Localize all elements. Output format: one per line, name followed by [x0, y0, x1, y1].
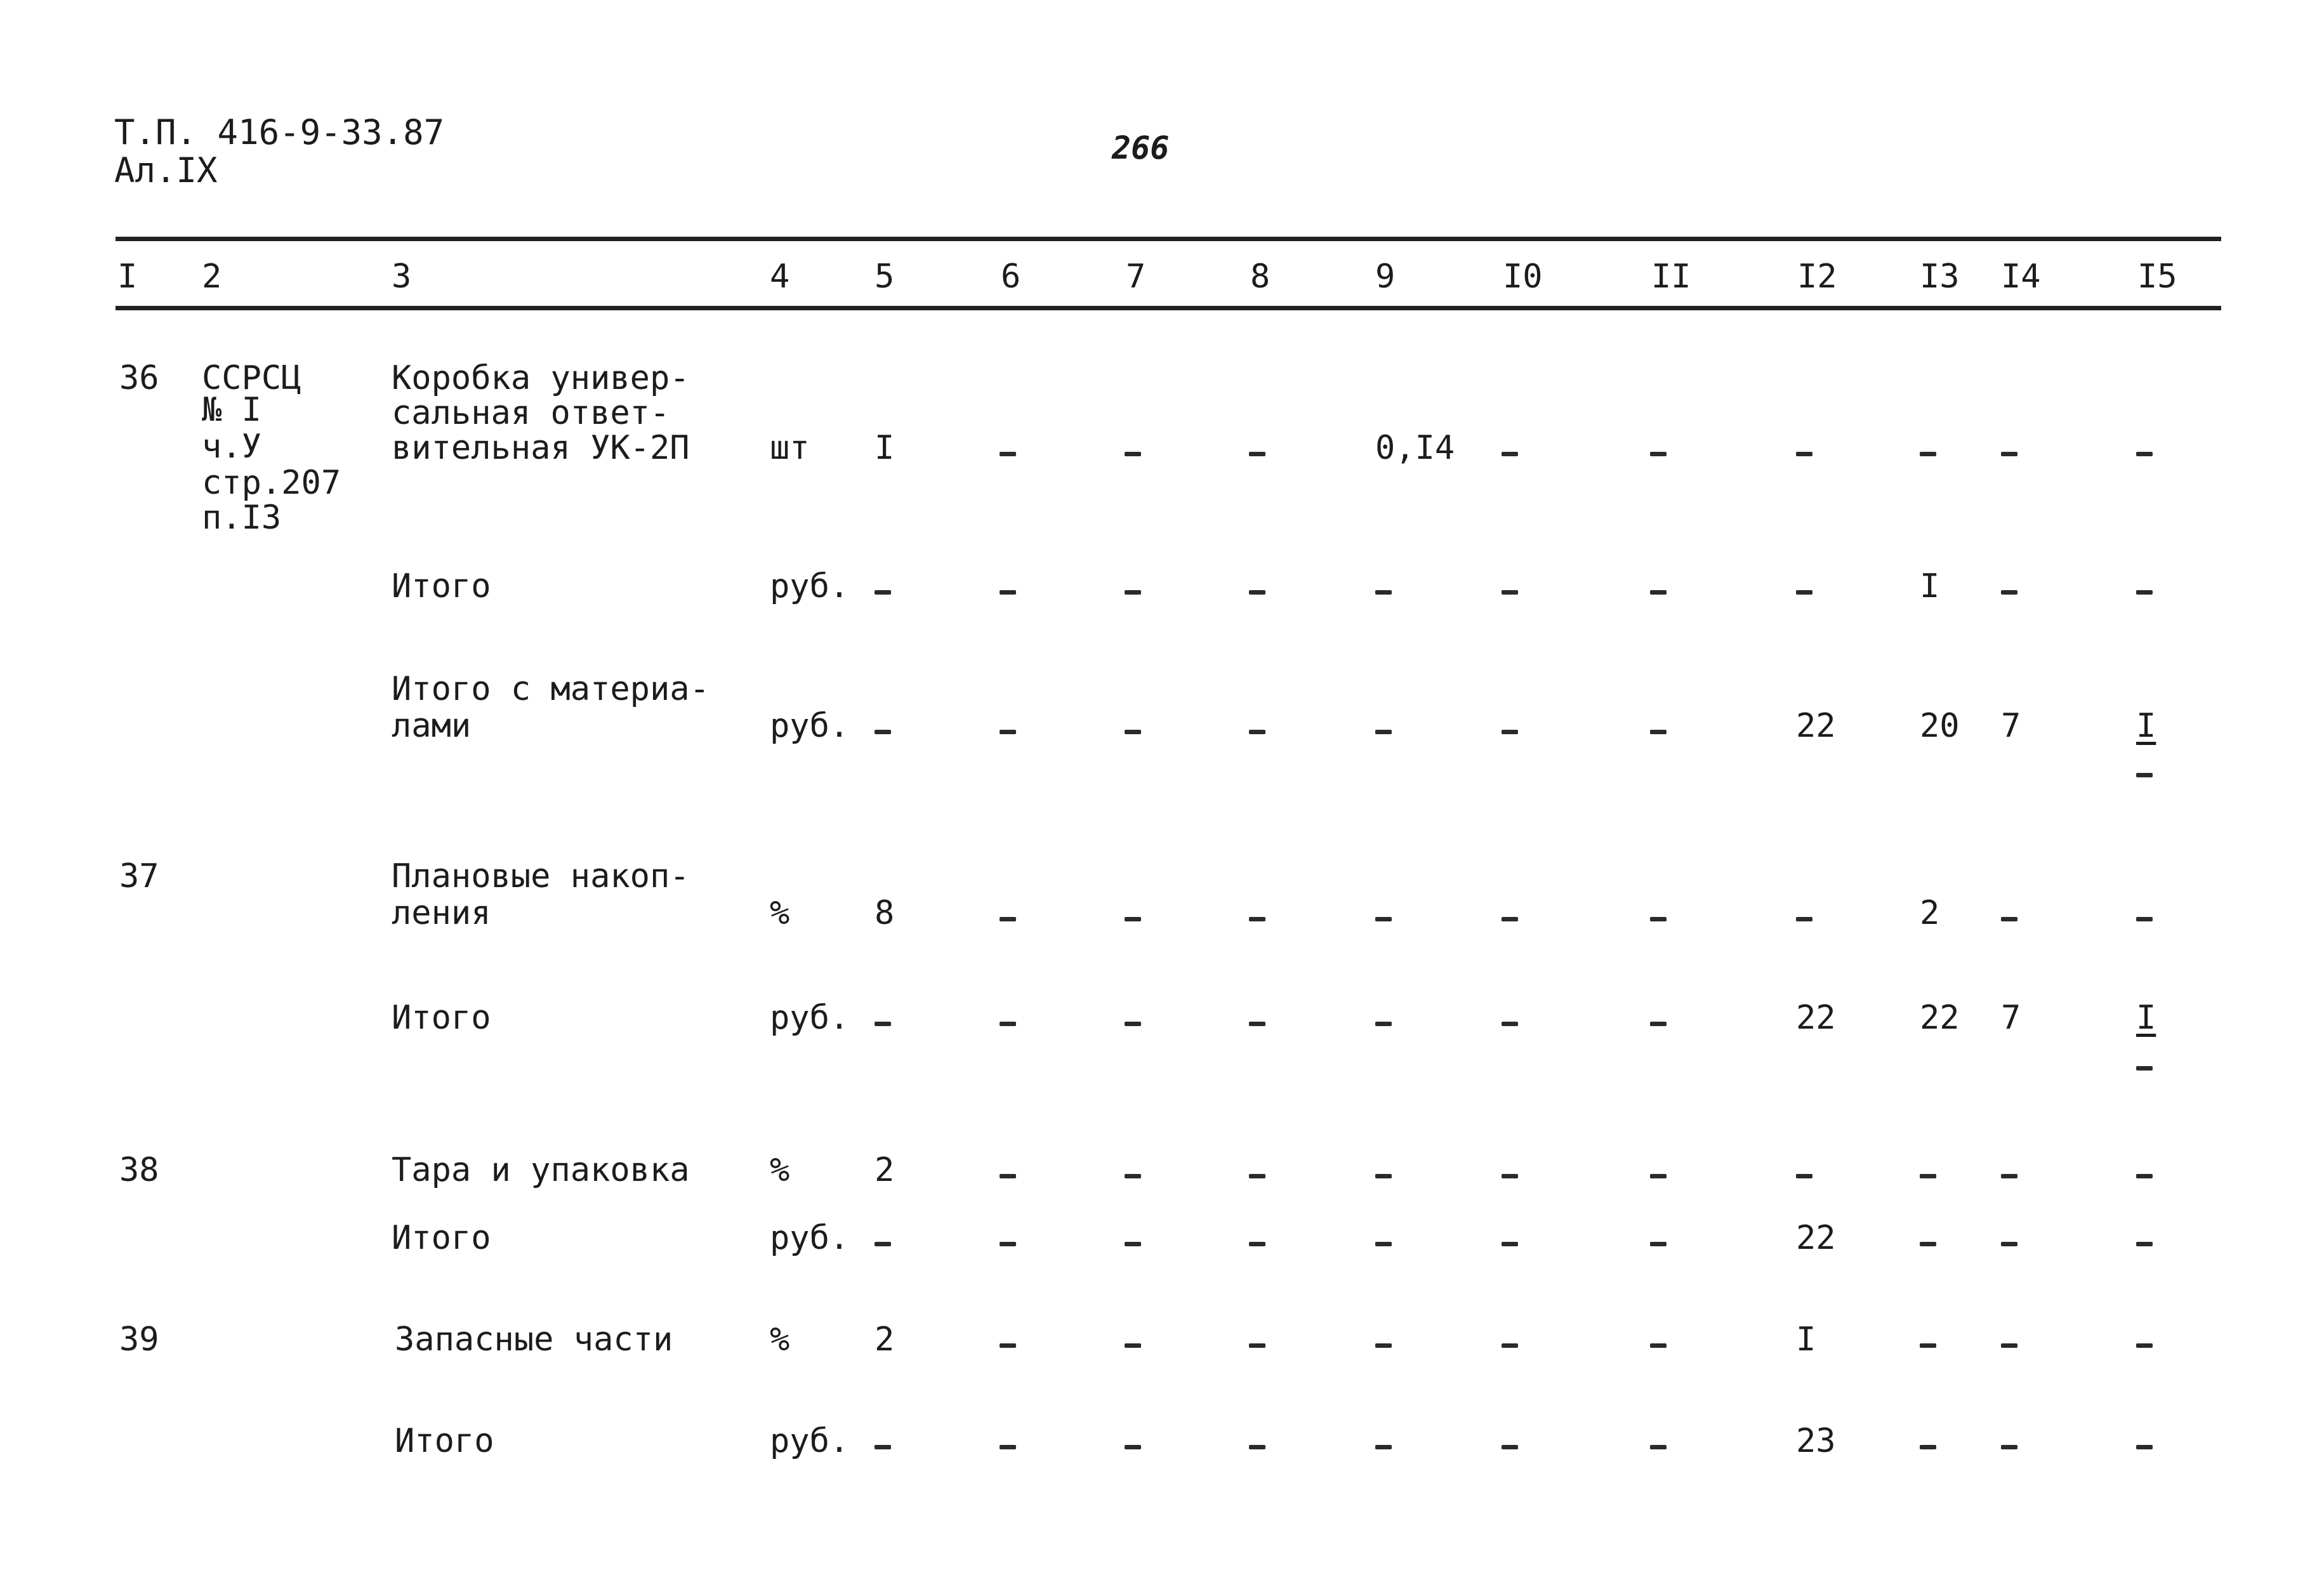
dash-col12 — [1796, 1174, 1812, 1178]
dash-col7 — [1125, 452, 1141, 456]
dash-col11 — [1650, 917, 1667, 921]
dash-col8 — [1249, 1022, 1265, 1026]
dash-col14 — [2001, 917, 2017, 921]
col-header-13: I3 — [1920, 258, 1960, 296]
item-name: Тара и упаковка — [392, 1151, 690, 1189]
album-number: Ал.IX — [114, 150, 218, 190]
table-top-rule — [116, 237, 2221, 241]
value-col12: 22 — [1796, 707, 1836, 745]
dash-col13 — [1920, 1445, 1936, 1449]
page-number: 266 — [1112, 129, 1170, 166]
dash-col11 — [1650, 1174, 1667, 1178]
unit: шт — [770, 429, 810, 467]
dash-col7 — [1125, 1022, 1141, 1026]
item-name: Итого — [392, 567, 491, 605]
col-header-8: 8 — [1250, 258, 1271, 296]
dash-col5 — [875, 1242, 891, 1246]
dash-col14 — [2001, 590, 2017, 595]
item-name-line: лами — [392, 707, 472, 745]
dash-col12 — [1796, 452, 1812, 456]
value-col12: I — [1796, 1321, 1816, 1359]
value-col14: 7 — [2001, 999, 2021, 1037]
dash-col6 — [1000, 590, 1016, 595]
dash-col15 — [2136, 1242, 2153, 1246]
col-header-10: I0 — [1503, 258, 1543, 296]
unit: руб. — [770, 1422, 850, 1460]
dash-col15 — [2136, 590, 2153, 595]
item-name: Итого — [392, 1219, 491, 1257]
dash-col5 — [875, 1445, 891, 1449]
value-col12: 23 — [1796, 1422, 1836, 1460]
col-header-6: 6 — [1001, 258, 1021, 296]
col-header-5: 5 — [875, 258, 895, 296]
col-header-1: I — [117, 258, 138, 296]
dash-col8 — [1249, 1445, 1265, 1449]
dash-col15 — [2136, 452, 2153, 456]
value-col14: 7 — [2001, 707, 2021, 745]
dash-col9 — [1375, 590, 1392, 595]
dash-col9 — [1375, 730, 1392, 734]
dash-col11 — [1650, 590, 1667, 595]
dash-col10 — [1502, 590, 1518, 595]
item-name-line: ления — [392, 894, 491, 932]
dash-col10 — [1502, 1174, 1518, 1178]
value-col13: I — [1920, 567, 1940, 605]
dash-col6 — [1000, 1445, 1016, 1449]
dash-col14 — [2001, 1174, 2017, 1178]
dash-col11 — [1650, 1445, 1667, 1449]
reference-line: ч.У — [202, 428, 261, 466]
col-header-3: 3 — [392, 258, 412, 296]
dash-col6 — [1000, 1242, 1016, 1246]
row-number: 37 — [119, 857, 159, 895]
document-code: Т.П. 416-9-33.87 — [114, 112, 445, 152]
dash-col6 — [1000, 917, 1016, 921]
value-col13: 20 — [1920, 707, 1960, 745]
dash-col10 — [1502, 730, 1518, 734]
dash-col5 — [875, 590, 891, 595]
value-col9: 0,I4 — [1375, 429, 1455, 467]
dash-col11 — [1650, 452, 1667, 456]
dash-col9 — [1375, 917, 1392, 921]
item-name-line: Коробка универ- — [392, 359, 690, 397]
dash-col14 — [2001, 1242, 2017, 1246]
dash-col10 — [1502, 1343, 1518, 1348]
dash-col14 — [2001, 1445, 2017, 1449]
dash-col10 — [1502, 452, 1518, 456]
col-header-4: 4 — [770, 258, 790, 296]
unit: % — [770, 894, 790, 932]
value-col12: 22 — [1796, 1219, 1836, 1257]
dash-col15-fraction — [2136, 773, 2153, 777]
dash-col6 — [1000, 452, 1016, 456]
dash-col13 — [1920, 1174, 1936, 1178]
dash-col8 — [1249, 917, 1265, 921]
item-name: Запасные части — [395, 1321, 673, 1359]
unit: % — [770, 1151, 790, 1189]
dash-col7 — [1125, 1445, 1141, 1449]
dash-col7 — [1125, 917, 1141, 921]
dash-col13 — [1920, 452, 1936, 456]
dash-col15 — [2136, 1174, 2153, 1178]
value-col15: I — [2136, 999, 2156, 1037]
value-col5: 2 — [875, 1321, 895, 1359]
dash-col14 — [2001, 452, 2017, 456]
dash-col9 — [1375, 1022, 1392, 1026]
dash-col9 — [1375, 1174, 1392, 1178]
dash-col13 — [1920, 1343, 1936, 1348]
dash-col10 — [1502, 1242, 1518, 1246]
dash-col11 — [1650, 1022, 1667, 1026]
value-col15: I — [2136, 707, 2156, 745]
item-name: Итого — [392, 999, 491, 1037]
row-number: 36 — [119, 359, 159, 397]
value-col12: 22 — [1796, 999, 1836, 1037]
reference-line: ССРСЦ — [202, 359, 301, 397]
dash-col14 — [2001, 1343, 2017, 1348]
dash-col9 — [1375, 1242, 1392, 1246]
table-header-rule — [116, 306, 2221, 310]
col-header-2: 2 — [202, 258, 222, 296]
dash-col7 — [1125, 1343, 1141, 1348]
dash-col10 — [1502, 1445, 1518, 1449]
dash-col15-fraction — [2136, 1066, 2153, 1071]
dash-col7 — [1125, 730, 1141, 734]
dash-col8 — [1249, 452, 1265, 456]
unit: руб. — [770, 567, 850, 605]
dash-col15 — [2136, 1343, 2153, 1348]
dash-col6 — [1000, 1022, 1016, 1026]
dash-col6 — [1000, 730, 1016, 734]
dash-col13 — [1920, 1242, 1936, 1246]
dash-col10 — [1502, 917, 1518, 921]
dash-col5 — [875, 730, 891, 734]
dash-col8 — [1249, 1343, 1265, 1348]
col-header-11: II — [1651, 258, 1691, 296]
dash-col7 — [1125, 1174, 1141, 1178]
dash-col8 — [1249, 590, 1265, 595]
dash-col7 — [1125, 590, 1141, 595]
dash-col12 — [1796, 590, 1812, 595]
dash-col11 — [1650, 730, 1667, 734]
item-name: Итого — [395, 1422, 494, 1460]
reference-line: № I — [202, 391, 261, 429]
col-header-7: 7 — [1126, 258, 1146, 296]
dash-col6 — [1000, 1174, 1016, 1178]
item-name-line: сальная ответ- — [392, 394, 670, 432]
dash-col10 — [1502, 1022, 1518, 1026]
col-header-12: I2 — [1797, 258, 1837, 296]
reference-line: стр.207 — [202, 464, 341, 502]
dash-col5 — [875, 1022, 891, 1026]
unit: руб. — [770, 1219, 850, 1257]
item-name-line: вительная УК-2П — [392, 429, 690, 467]
dash-col9 — [1375, 1343, 1392, 1348]
dash-col15 — [2136, 1445, 2153, 1449]
value-col5: I — [875, 429, 895, 467]
col-header-9: 9 — [1375, 258, 1396, 296]
dash-col6 — [1000, 1343, 1016, 1348]
dash-col11 — [1650, 1343, 1667, 1348]
unit: руб. — [770, 999, 850, 1037]
unit: % — [770, 1321, 790, 1359]
row-number: 39 — [119, 1321, 159, 1359]
value-col13: 22 — [1920, 999, 1960, 1037]
dash-col8 — [1249, 1174, 1265, 1178]
value-col5: 2 — [875, 1151, 895, 1189]
dash-col11 — [1650, 1242, 1667, 1246]
dash-col7 — [1125, 1242, 1141, 1246]
dash-col8 — [1249, 730, 1265, 734]
row-number: 38 — [119, 1151, 159, 1189]
dash-col8 — [1249, 1242, 1265, 1246]
unit: руб. — [770, 707, 850, 745]
reference-line: п.I3 — [202, 499, 282, 537]
col-header-15: I5 — [2137, 258, 2177, 296]
col-header-14: I4 — [2001, 258, 2041, 296]
dash-col9 — [1375, 1445, 1392, 1449]
value-col5: 8 — [875, 894, 895, 932]
item-name-line: Плановые накоп- — [392, 857, 690, 895]
dash-col12 — [1796, 917, 1812, 921]
value-col13: 2 — [1920, 894, 1940, 932]
item-name-line: Итого с материа- — [392, 670, 710, 708]
dash-col15 — [2136, 917, 2153, 921]
